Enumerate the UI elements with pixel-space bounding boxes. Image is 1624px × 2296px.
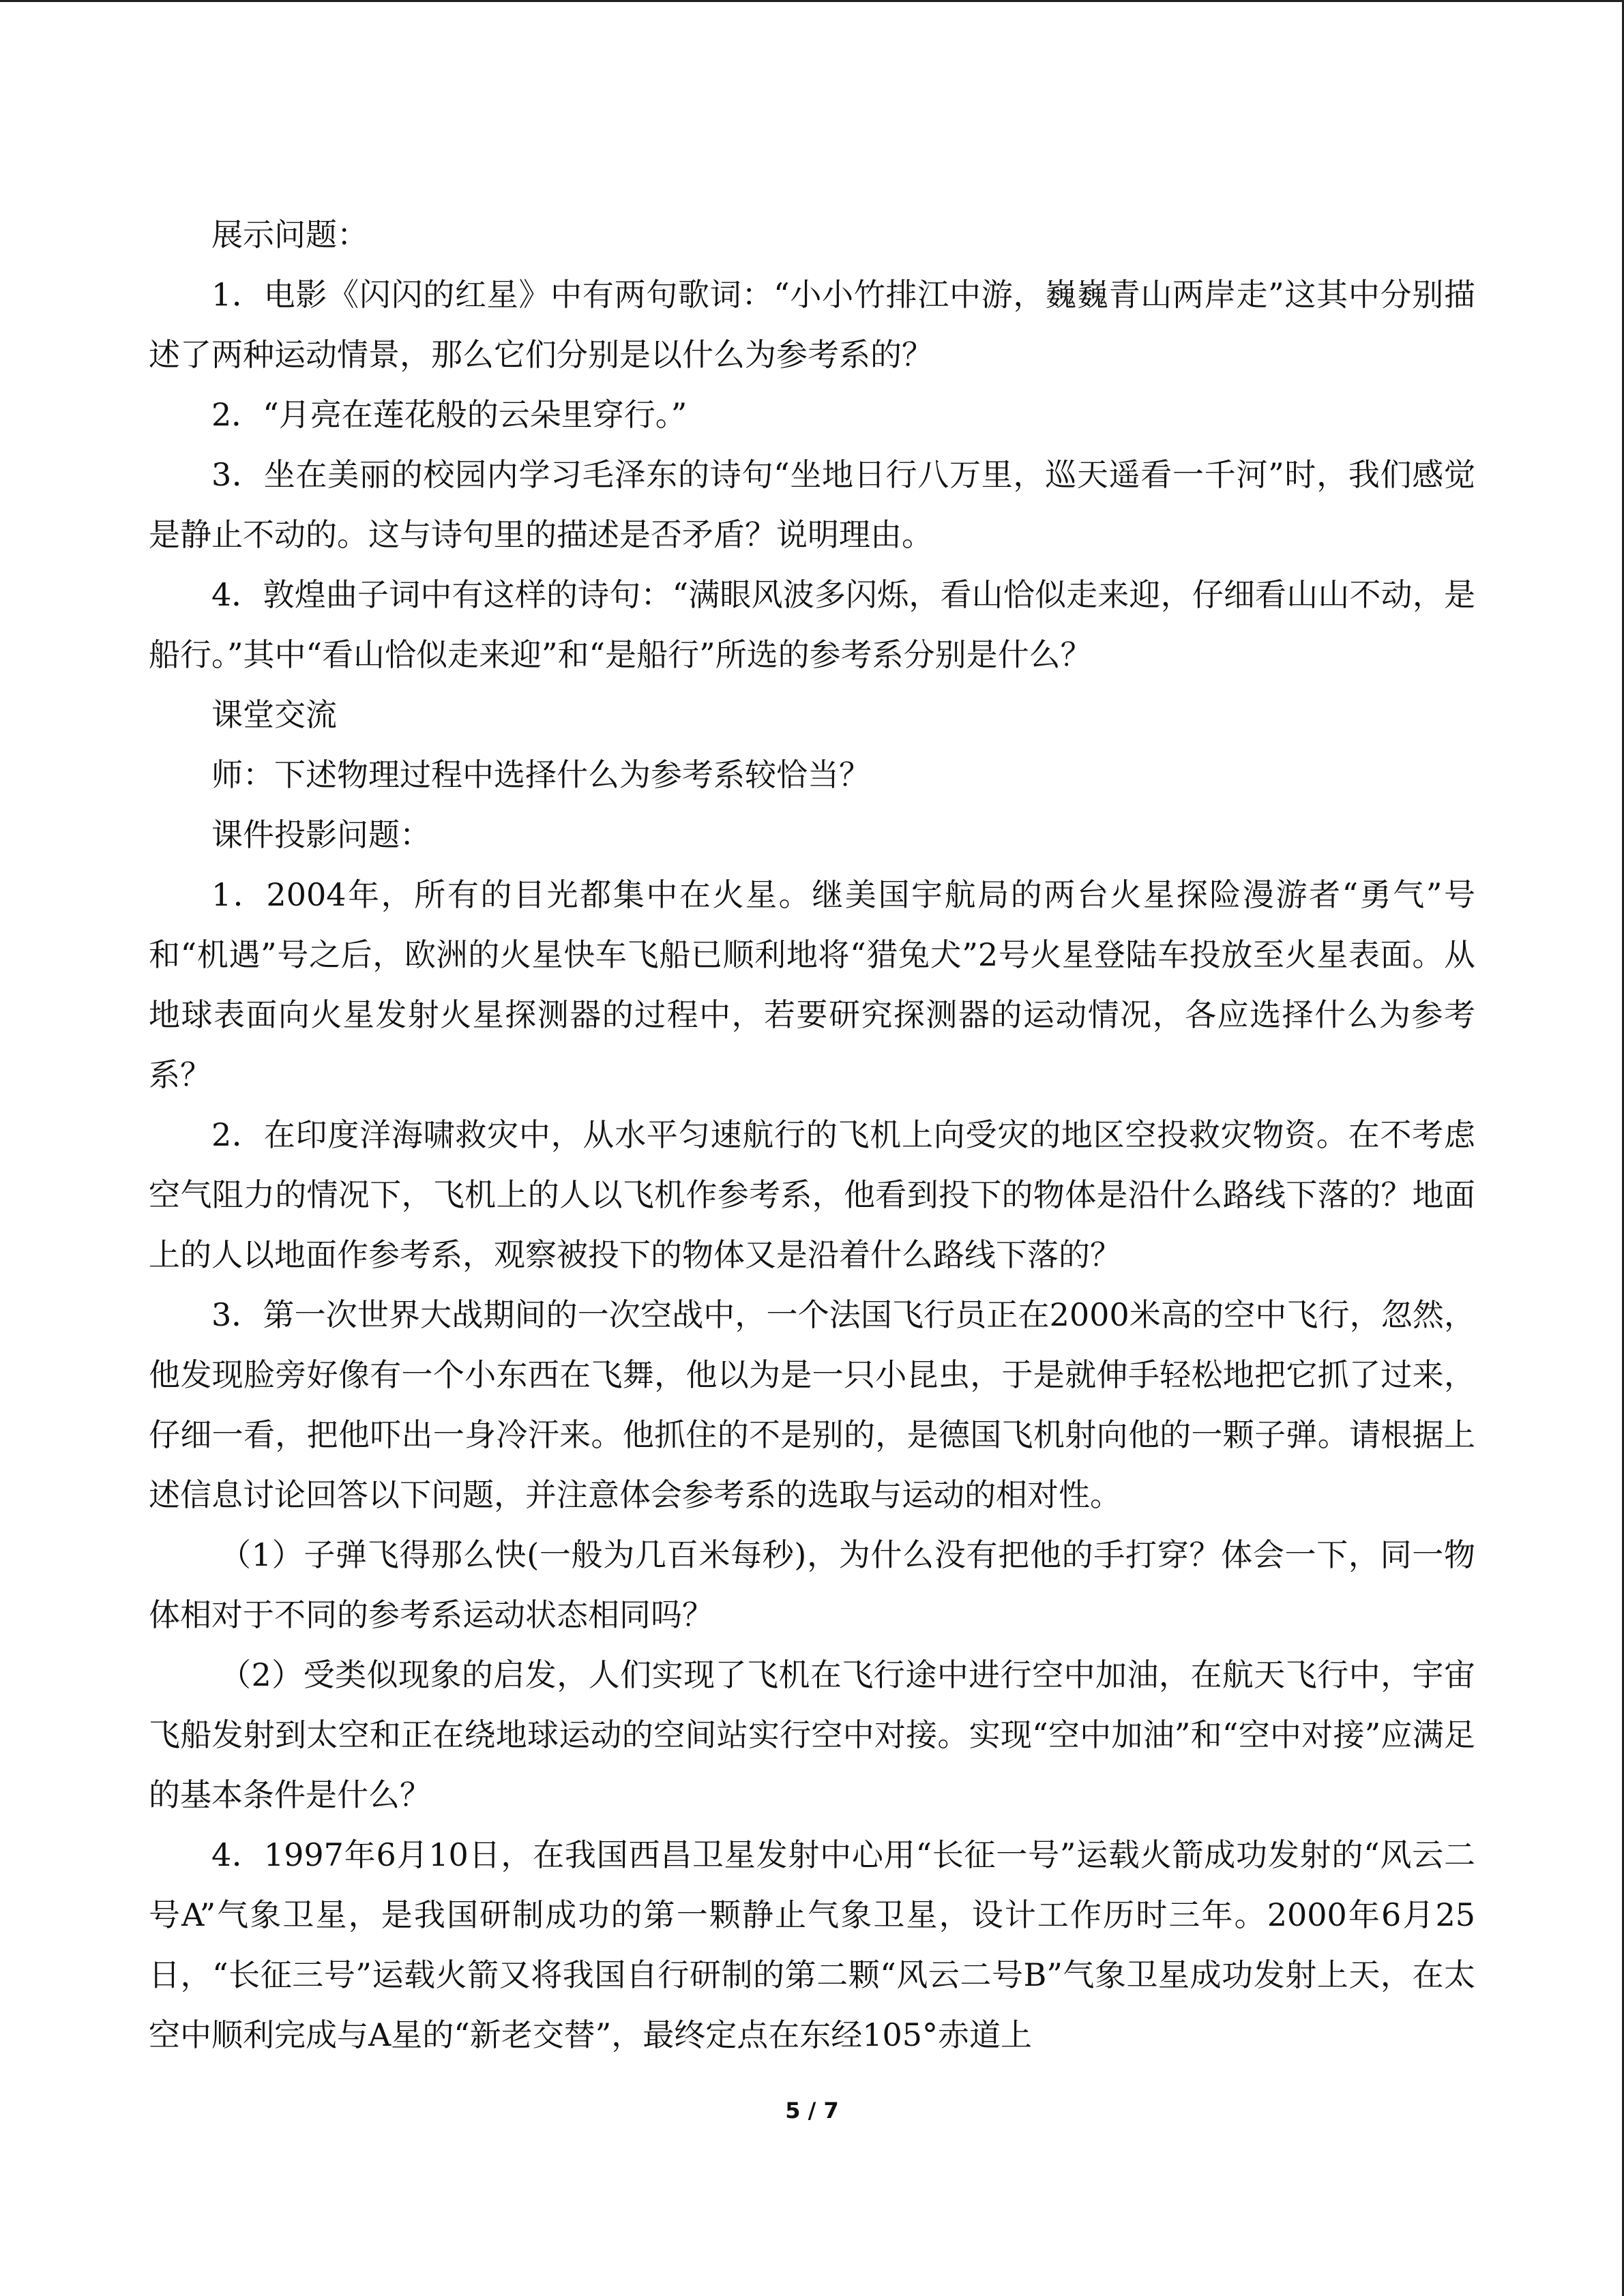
question-4-dunhuang: 4．敦煌曲子词中有这样的诗句：“满眼风波多闪烁，看山恰似走来迎，仔细看山山不动，是船行。”其中“看山恰似走来迎”和“是船行”所选的参考系分别是什么？ [149, 576, 1475, 673]
question-3-poem: 3．坐在美丽的校园内学习毛泽东的诗句“坐地日行八万里，巡天遥看一千河”时，我们感觉是静止不动的。这与诗句里的描述是否矛盾？说明理由。 [149, 456, 1475, 553]
section-heading-class-exchange: 课堂交流 [211, 696, 337, 733]
teacher-prompt: 师：下述物理过程中选择什么为参考系较恰当？ [211, 756, 870, 793]
question-2-moon: 2．“月亮在莲花般的云朵里穿行。” [211, 396, 688, 433]
sub-question-1: （1）子弹飞得那么快(一般为几百米每秒)，为什么没有把他的手打穿？体会一下，同一物体相对于不同的参考系运动状态相同吗？ [149, 1536, 1475, 1633]
document-body [149, 205, 1475, 2065]
projection-question-1-mars: 1．2004年，所有的目光都集中在火星。继美国宇航局的两台火星探险漫游者“勇气”号和“机遇”号之后，欧洲的火星快车飞船已顺利地将“猎兔犬”2号火星登陆车投放至火星表面。从地球表面向火星发射火星探测器的过程中，若要研究探测器的运动情况，各应选择什么为参考系？ [149, 876, 1475, 1093]
sub-question-2: （2）受类似现象的启发，人们实现了飞机在飞行途中进行空中加油，在航天飞行中，宇宙飞船发射到太空和正在绕地球运动的空间站实行空中对接。实现“空中加油”和“空中对接”应满足的基本条件是什么？ [149, 1656, 1475, 1813]
section-heading-show-questions: 展示问题： [211, 216, 368, 253]
question-1-movie-lyrics: 1．电影《闪闪的红星》中有两句歌词：“小小竹排江中游，巍巍青山两岸走”这其中分别描述了两种运动情景，那么它们分别是以什么为参考系的？ [149, 276, 1475, 373]
projection-question-2-airdrop: 2．在印度洋海啸救灾中，从水平匀速航行的飞机上向受灾的地区空投救灾物资。在不考虑空气阻力的情况下，飞机上的人以飞机作参考系，他看到投下的物体是沿什么路线下落的？地面上的人以地面作参考系，观察被投下的物体又是沿着什么路线下落的？ [149, 1116, 1475, 1273]
page-number: 5 / 7 [785, 2098, 839, 2123]
projection-question-3-bullet: 3．第一次世界大战期间的一次空战中，一个法国飞行员正在2000米高的空中飞行，忽然，他发现脸旁好像有一个小东西在飞舞，他以为是一只小昆虫，于是就伸手轻松地把它抓了过来，仔细一看，把他吓出一身冷汗来。他抓住的不是别的，是德国飞机射向他的一颗子弹。请根据上述信息讨论回答以下问题，并注意体会参考系的选取与运动的相对性。 [149, 1296, 1475, 1513]
section-heading-projection: 课件投影问题： [211, 816, 431, 853]
projection-question-4-satellite: 4．1997年6月10日，在我国西昌卫星发射中心用“长征一号”运载火箭成功发射的“风云二号A”气象卫星，是我国研制成功的第一颗静止气象卫星，设计工作历时三年。2000年6月25日，“长征三号”运载火箭又将我国自行研制的第二颗“风云二号B”气象卫星成功发射上天，在太空中顺利完成与A星的“新老交替”，最终定点在东经105°赤道上 [149, 1836, 1475, 2053]
page-border-top [0, 0, 1624, 2]
